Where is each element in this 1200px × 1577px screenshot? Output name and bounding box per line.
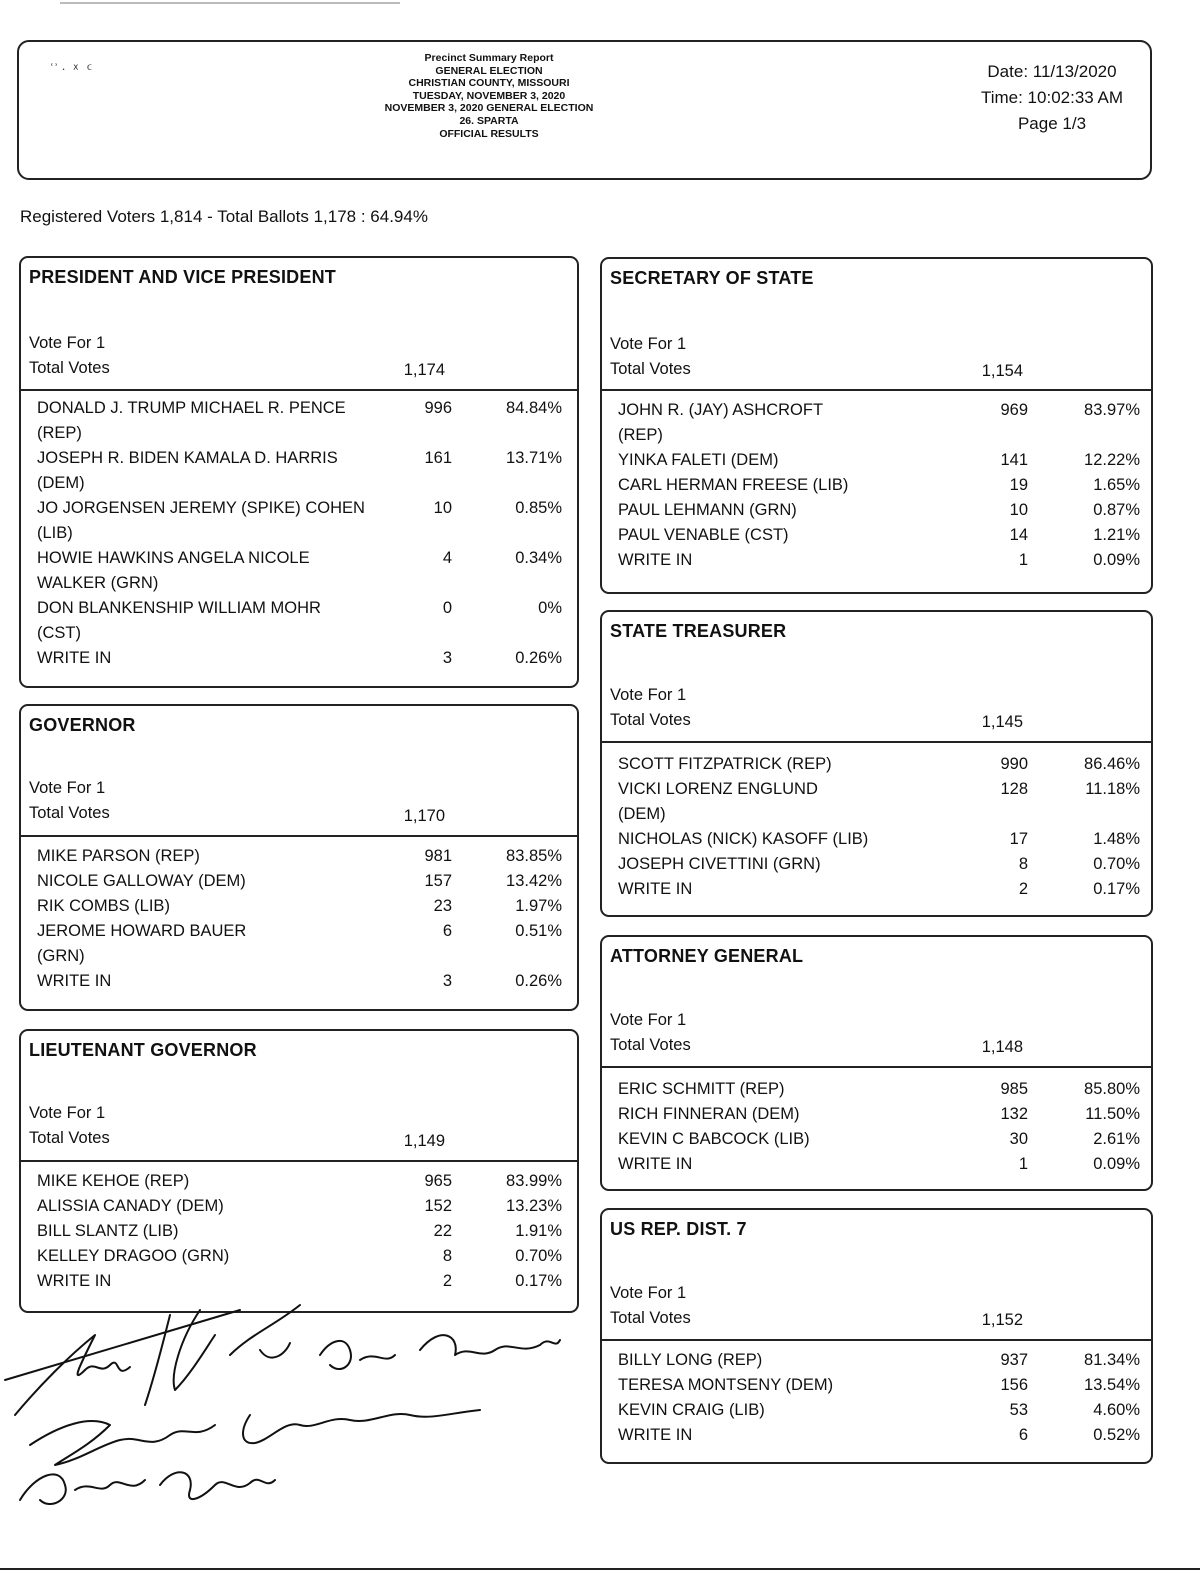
- candidate-votes: 10: [433, 499, 452, 517]
- candidate-votes: 128: [1000, 780, 1028, 798]
- total-votes-label: Total Votes: [610, 711, 691, 729]
- candidate-percent: 83.85%: [506, 847, 562, 865]
- scan-mark: ᪻ ᐧ ᕁ ᑦ: [54, 62, 95, 77]
- report-date: Date: 11/13/2020: [987, 62, 1117, 81]
- vote-for: Vote For 1: [610, 1284, 687, 1302]
- candidate-name: SCOTT FITZPATRICK (REP): [618, 755, 832, 773]
- candidate-percent: 0.87%: [1093, 501, 1140, 519]
- report-meta: [962, 59, 1142, 137]
- candidate-row: [618, 777, 1151, 827]
- candidate-row: [37, 894, 577, 919]
- candidate-name: WRITE IN: [618, 880, 693, 898]
- vote-for: Vote For 1: [29, 1104, 106, 1122]
- candidate-row: [618, 1373, 1151, 1398]
- candidate-votes: 157: [424, 872, 452, 890]
- vote-for: Vote For 1: [29, 779, 106, 797]
- candidate-votes: 4: [442, 549, 452, 567]
- candidate-row: [618, 1152, 1151, 1177]
- candidate-row: [37, 546, 577, 596]
- candidate-row: [37, 646, 577, 671]
- candidate-name: HOWIE HAWKINS ANGELA NICOLE WALKER (GRN): [37, 549, 310, 592]
- candidate-name: TERESA MONTSENY (DEM): [618, 1376, 834, 1394]
- candidate-name: WRITE IN: [618, 1426, 693, 1444]
- candidate-row: [37, 496, 577, 546]
- candidate-row: [618, 1077, 1151, 1102]
- total-votes-value: 1,145: [981, 713, 1023, 731]
- candidate-row: [618, 473, 1151, 498]
- candidate-row: [618, 752, 1151, 777]
- candidate-percent: 11.18%: [1085, 780, 1140, 798]
- candidate-percent: 0.34%: [515, 549, 562, 567]
- candidate-votes: 6: [1018, 1426, 1028, 1444]
- candidate-percent: 81.34%: [1084, 1351, 1140, 1369]
- candidate-name: JOHN R. (JAY) ASHCROFT (REP): [618, 401, 823, 444]
- candidate-row: [37, 396, 577, 446]
- race-title: ATTORNEY GENERAL: [610, 946, 804, 966]
- candidate-row: [618, 448, 1151, 473]
- candidate-row: [37, 1244, 577, 1269]
- vote-for: Vote For 1: [610, 1011, 687, 1029]
- divider: [602, 1339, 1151, 1341]
- total-votes-value: 1,170: [403, 807, 445, 825]
- precinct-name: 26. SPARTA: [459, 114, 519, 127]
- candidate-votes: 937: [1000, 1351, 1028, 1369]
- candidate-votes: 10: [1009, 501, 1028, 519]
- candidate-name: WRITE IN: [37, 649, 112, 667]
- candidate-name: WRITE IN: [618, 551, 693, 569]
- candidate-votes: 969: [1000, 401, 1028, 419]
- candidate-name: KEVIN C BABCOCK (LIB): [618, 1130, 810, 1148]
- divider: [21, 1160, 577, 1162]
- total-votes-label: Total Votes: [29, 804, 110, 822]
- candidate-percent: 0.17%: [515, 1272, 562, 1290]
- candidate-name: PAUL LEHMANN (GRN): [618, 501, 797, 519]
- registration-summary: Registered Voters 1,814 - Total Ballots 1,178 : 64.94%: [20, 207, 428, 226]
- race-title: STATE TREASURER: [610, 621, 787, 641]
- candidate-name: DONALD J. TRUMP MICHAEL R. PENCE (REP): [37, 399, 346, 442]
- race-governor: [19, 704, 579, 1011]
- race-title: US REP. DIST. 7: [610, 1219, 747, 1239]
- race-title: LIEUTENANT GOVERNOR: [29, 1040, 257, 1060]
- candidate-votes: 23: [433, 897, 452, 915]
- candidate-row: [37, 844, 577, 869]
- candidate-percent: 0.26%: [515, 649, 562, 667]
- candidate-percent: 86.46%: [1084, 755, 1140, 773]
- candidate-votes: 156: [1000, 1376, 1028, 1394]
- candidate-name: CARL HERMAN FREESE (LIB): [618, 476, 849, 494]
- candidate-name: JO JORGENSEN JEREMY (SPIKE) COHEN (LIB): [37, 499, 365, 542]
- candidate-name: WRITE IN: [37, 972, 112, 990]
- candidate-votes: 152: [424, 1197, 452, 1215]
- candidate-name: VICKI LORENZ ENGLUND (DEM): [618, 780, 818, 823]
- total-votes-label: Total Votes: [610, 1309, 691, 1327]
- candidate-votes: 981: [424, 847, 452, 865]
- total-votes-value: 1,152: [981, 1311, 1023, 1329]
- candidate-name: RICH FINNERAN (DEM): [618, 1105, 800, 1123]
- candidate-votes: 2: [442, 1272, 452, 1290]
- candidate-row: [37, 1194, 577, 1219]
- candidate-votes: 1: [1018, 551, 1028, 569]
- candidate-name: BILLY LONG (REP): [618, 1351, 763, 1369]
- candidate-percent: 1.91%: [515, 1222, 562, 1240]
- candidate-name: JOSEPH R. BIDEN KAMALA D. HARRIS (DEM): [37, 449, 338, 492]
- candidate-name: NICHOLAS (NICK) KASOFF (LIB): [618, 830, 869, 848]
- candidate-percent: 0.70%: [1093, 855, 1140, 873]
- candidate-percent: 2.61%: [1093, 1130, 1140, 1148]
- candidate-name: JOSEPH CIVETTINI (GRN): [618, 855, 821, 873]
- total-votes-label: Total Votes: [29, 1129, 110, 1147]
- candidate-row: [618, 548, 1151, 573]
- candidate-percent: 13.42%: [506, 872, 562, 890]
- candidate-percent: 4.60%: [1093, 1401, 1140, 1419]
- candidate-name: KEVIN CRAIG (LIB): [618, 1401, 765, 1419]
- candidate-votes: 2: [1018, 880, 1028, 898]
- candidate-votes: 3: [442, 972, 452, 990]
- candidate-votes: 22: [433, 1222, 452, 1240]
- handwritten-signatures: [0, 1295, 600, 1530]
- candidate-name: ERIC SCHMITT (REP): [618, 1080, 785, 1098]
- candidate-row: [37, 1169, 577, 1194]
- divider: [21, 835, 577, 837]
- candidate-votes: 132: [1000, 1105, 1028, 1123]
- election-day: TUESDAY, NOVEMBER 3, 2020: [412, 89, 566, 102]
- candidate-percent: 12.22%: [1084, 451, 1140, 469]
- candidate-percent: 85.80%: [1084, 1080, 1140, 1098]
- vote-for: Vote For 1: [610, 335, 687, 353]
- race-state-treasurer: [600, 610, 1153, 917]
- candidate-percent: 0.52%: [1093, 1426, 1140, 1444]
- candidate-name: MIKE KEHOE (REP): [37, 1172, 190, 1190]
- candidate-list: [618, 1348, 1151, 1448]
- election-name: GENERAL ELECTION: [435, 64, 543, 77]
- race-attorney-general: [600, 935, 1153, 1191]
- candidate-percent: 0.85%: [515, 499, 562, 517]
- candidate-name: RIK COMBS (LIB): [37, 897, 170, 915]
- candidate-name: NICOLE GALLOWAY (DEM): [37, 872, 246, 890]
- election-full-name: NOVEMBER 3, 2020 GENERAL ELECTION: [384, 102, 594, 115]
- candidate-row: [37, 1269, 577, 1294]
- candidate-percent: 0.09%: [1093, 1155, 1140, 1173]
- candidate-name: KELLEY DRAGOO (GRN): [37, 1247, 230, 1265]
- candidate-name: JEROME HOWARD BAUER (GRN): [37, 922, 247, 965]
- race-us-rep-dist-7: [600, 1208, 1153, 1464]
- bottom-edge-line: [0, 1568, 1200, 1570]
- race-title: SECRETARY OF STATE: [610, 268, 814, 288]
- total-votes-value: 1,148: [981, 1038, 1023, 1056]
- candidate-votes: 990: [1000, 755, 1028, 773]
- candidate-name: WRITE IN: [618, 1155, 693, 1173]
- top-edge-line: [60, 2, 400, 4]
- divider: [602, 1066, 1151, 1068]
- candidate-votes: 161: [424, 449, 452, 467]
- total-votes-value: 1,149: [403, 1132, 445, 1150]
- candidate-votes: 985: [1000, 1080, 1028, 1098]
- candidate-percent: 0.17%: [1093, 880, 1140, 898]
- candidate-percent: 0.09%: [1093, 551, 1140, 569]
- candidate-row: [37, 446, 577, 496]
- total-votes-value: 1,174: [403, 361, 445, 379]
- race-secretary-of-state: [600, 257, 1153, 594]
- report-time: Time: 10:02:33 AM: [980, 88, 1124, 107]
- race-lieutenant-governor: [19, 1029, 579, 1313]
- candidate-votes: 1: [1018, 1155, 1028, 1173]
- total-votes-label: Total Votes: [29, 359, 110, 377]
- candidate-percent: 13.71%: [506, 449, 562, 467]
- candidate-percent: 0.51%: [515, 922, 562, 940]
- candidate-votes: 8: [1018, 855, 1028, 873]
- candidate-row: [37, 1219, 577, 1244]
- candidate-row: [618, 1398, 1151, 1423]
- candidate-row: [618, 852, 1151, 877]
- vote-for: Vote For 1: [29, 334, 106, 352]
- candidate-percent: 1.21%: [1093, 526, 1140, 544]
- candidate-votes: 996: [424, 399, 452, 417]
- candidate-row: [37, 596, 577, 646]
- candidate-votes: 0: [442, 599, 452, 617]
- candidate-votes: 17: [1009, 830, 1028, 848]
- candidate-votes: 141: [1000, 451, 1028, 469]
- race-title: PRESIDENT AND VICE PRESIDENT: [29, 267, 336, 287]
- candidate-name: MIKE PARSON (REP): [37, 847, 200, 865]
- candidate-votes: 8: [442, 1247, 452, 1265]
- candidate-row: [618, 398, 1151, 448]
- candidate-percent: 0.70%: [515, 1247, 562, 1265]
- divider: [602, 741, 1151, 743]
- race-president: [19, 256, 579, 688]
- candidate-name: ALISSIA CANADY (DEM): [37, 1197, 224, 1215]
- candidate-votes: 6: [442, 922, 452, 940]
- divider: [602, 389, 1151, 391]
- candidate-percent: 84.84%: [506, 399, 562, 417]
- candidate-votes: 965: [424, 1172, 452, 1190]
- candidate-percent: 1.48%: [1093, 830, 1140, 848]
- results-status: OFFICIAL RESULTS: [439, 127, 539, 140]
- candidate-percent: 0%: [538, 599, 562, 617]
- divider: [21, 389, 577, 391]
- candidate-list: [37, 844, 577, 994]
- county-name: CHRISTIAN COUNTY, MISSOURI: [408, 77, 570, 90]
- candidate-name: YINKA FALETI (DEM): [618, 451, 779, 469]
- candidate-list: [37, 396, 577, 671]
- candidate-votes: 19: [1009, 476, 1028, 494]
- candidate-name: BILL SLANTZ (LIB): [37, 1222, 179, 1240]
- candidate-name: PAUL VENABLE (CST): [618, 526, 789, 544]
- candidate-row: [37, 869, 577, 894]
- candidate-row: [618, 1102, 1151, 1127]
- race-title: GOVERNOR: [29, 715, 136, 735]
- candidate-votes: 30: [1009, 1130, 1028, 1148]
- candidate-row: [37, 919, 577, 969]
- page-number: Page 1/3: [1017, 114, 1087, 133]
- candidate-list: [618, 1077, 1151, 1177]
- report-title: Precinct Summary Report: [424, 52, 554, 64]
- candidate-percent: 83.99%: [506, 1172, 562, 1190]
- report-title-block: [319, 52, 659, 140]
- candidate-name: DON BLANKENSHIP WILLIAM MOHR (CST): [37, 599, 321, 642]
- candidate-row: [618, 877, 1151, 902]
- candidate-row: [37, 969, 577, 994]
- total-votes-value: 1,154: [981, 362, 1023, 380]
- candidate-percent: 1.97%: [515, 897, 562, 915]
- candidate-percent: 13.54%: [1084, 1376, 1140, 1394]
- report-header: [17, 40, 1152, 180]
- candidate-list: [37, 1169, 577, 1294]
- total-votes-label: Total Votes: [610, 1036, 691, 1054]
- candidate-percent: 0.26%: [515, 972, 562, 990]
- candidate-percent: 83.97%: [1084, 401, 1140, 419]
- candidate-row: [618, 1423, 1151, 1448]
- candidate-row: [618, 1127, 1151, 1152]
- total-votes-label: Total Votes: [610, 360, 691, 378]
- candidate-row: [618, 827, 1151, 852]
- candidate-votes: 14: [1009, 526, 1028, 544]
- candidate-row: [618, 1348, 1151, 1373]
- candidate-name: WRITE IN: [37, 1272, 112, 1290]
- candidate-percent: 13.23%: [506, 1197, 562, 1215]
- candidate-list: [618, 398, 1151, 573]
- candidate-votes: 3: [442, 649, 452, 667]
- candidate-row: [618, 498, 1151, 523]
- candidate-row: [618, 523, 1151, 548]
- candidate-votes: 53: [1009, 1401, 1028, 1419]
- candidate-list: [618, 752, 1151, 902]
- candidate-percent: 11.50%: [1085, 1105, 1140, 1123]
- vote-for: Vote For 1: [610, 686, 687, 704]
- candidate-percent: 1.65%: [1093, 476, 1140, 494]
